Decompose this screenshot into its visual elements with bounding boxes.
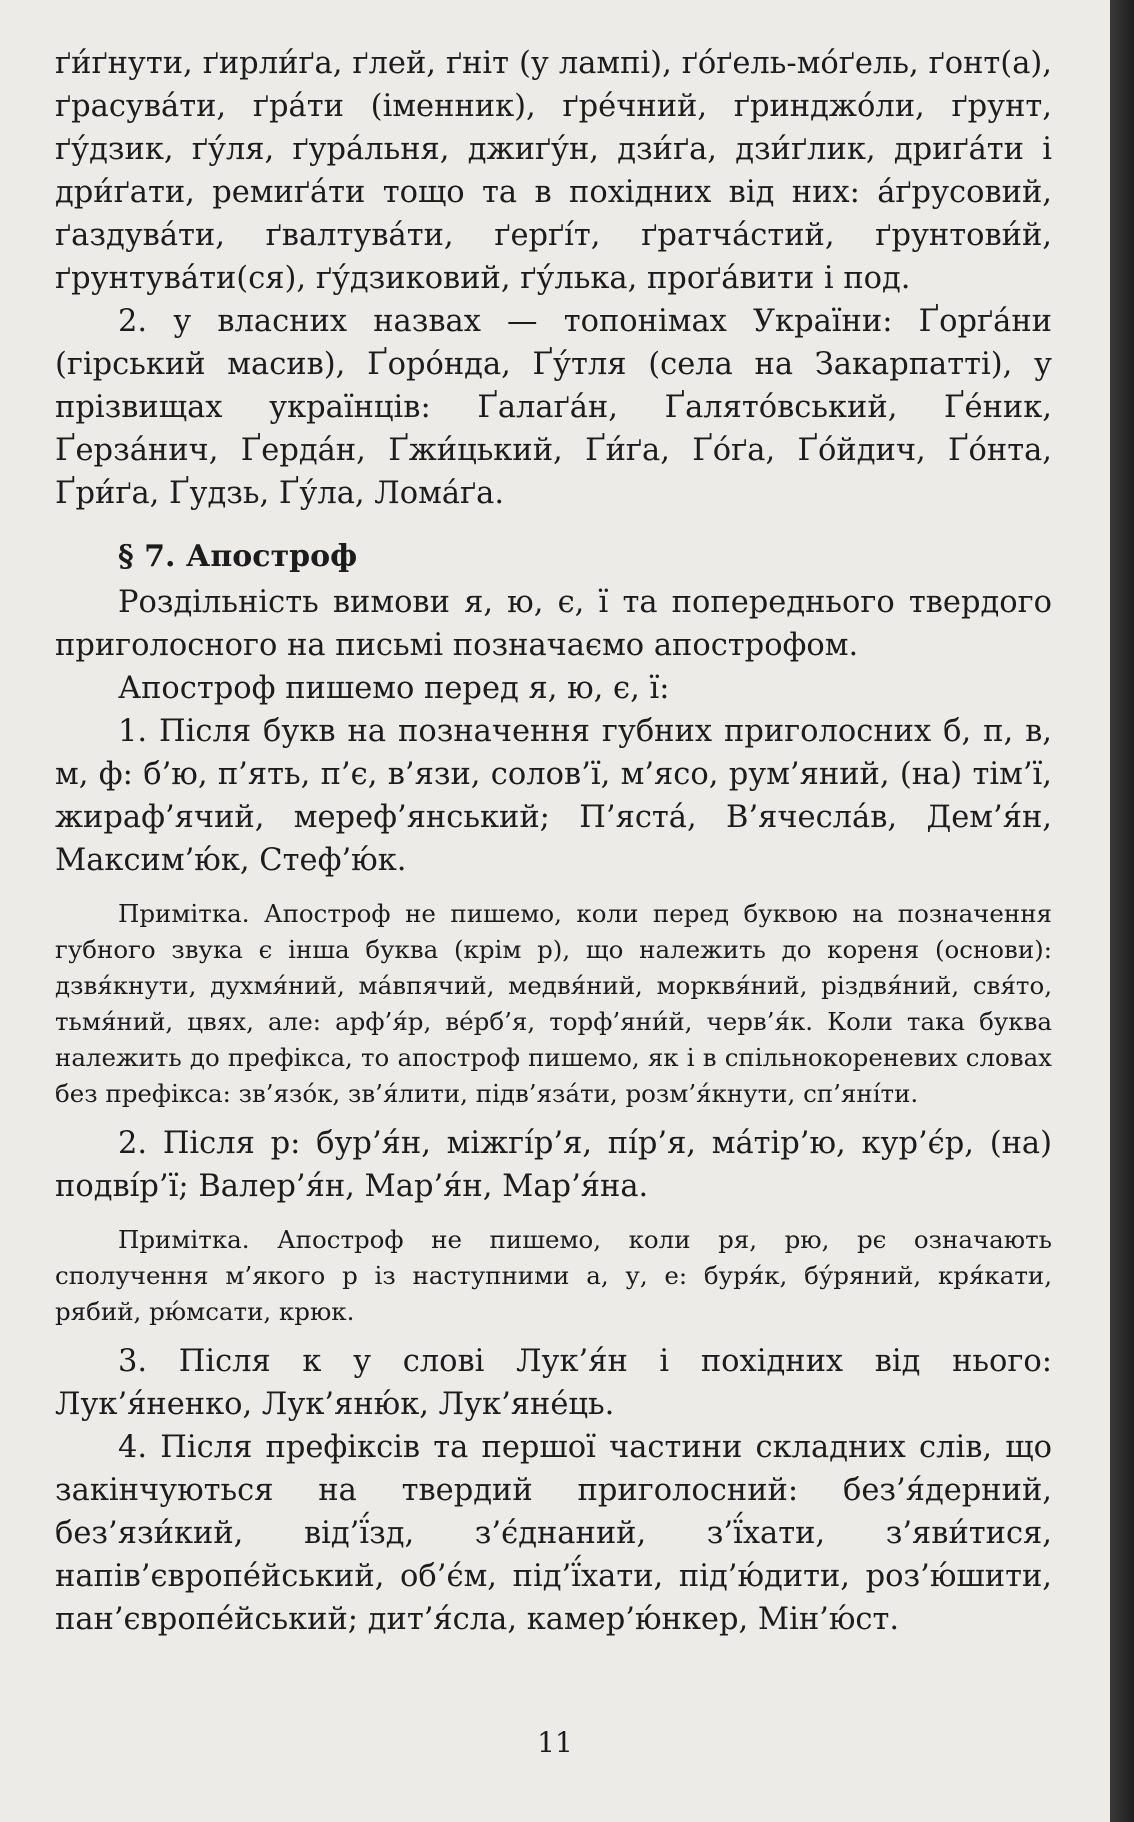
paragraph-apostrophe-intro: Апостроф пишемо перед я, ю, є, ї: — [118, 671, 670, 706]
rule-3-k: 3. Після к у слові Лук’я́н і похідних від нього: Лук’я́ненко, Лук’яню́к, Лук’яне́ць. — [55, 1344, 1052, 1422]
main-text — [55, 42, 1052, 1641]
note-labials: Примітка. Апостроф не пишемо, коли перед буквою на позначення губного звука є інша буква (крім р), що належить до кореня (основи): дзвя́кнути, духмя́ний, ма́впячий, медвя́ний, морквя́ний, різдвя́ний, свя́то, тьмя́ний, цвях, але: арф’я́р, ве́рб’я, торф’яни́й, черв’я́к. Коли така буква належить до префікса, то апостроф пишемо, як і в спільнокореневих словах без префікса: зв’язо́к, зв’я́лити, підв’яза́ти, розм’я́кнути, сп’яні́ти. — [55, 899, 1052, 1108]
page-number: 11 — [537, 1726, 573, 1759]
section-title: § 7. Апостроф — [118, 539, 358, 574]
rule-1-labials: 1. Після букв на позначення губних приголосних б, п, в, м, ф: б’ю, п’ять, п’є, в’язи, солов’ї, м’ясо, рум’яний, (на) тім’ї, жираф’ячий, мереф’янський; П’ястá, В’ячесла́в, Дем’я́н, Максим’ю́к, Стеф’ю́к. — [55, 714, 1052, 878]
paragraph-continued: ґи́ґнути, ґирли́ґа, ґлей, ґніт (у лампі), ґо́ґель-мо́ґель, ґонт(а), ґрасува́ти, ґра́ти (іменник), ґре́чний, ґринджо́ли, ґрунт, ґу́дзик, ґу́ля, ґура́льня, джиґу́н, дзи́ґа, дзи́ґлик, дриґа́ти і дри́ґати, ремиґа́ти тощо та в похідних від них: а́ґрусовий, ґаздува́ти, ґвалтува́ти, ґерґі́т, ґратча́стий, ґрунтови́й, ґрунтува́ти(ся), ґу́дзиковий, ґу́лька, проґа́вити і под. — [55, 46, 1052, 296]
book-spine-shadow — [1110, 0, 1134, 1822]
rule-2-r: 2. Після р: бур’я́н, міжгі́р’я, пі́р’я, ма́тір’ю, кур’є́р, (на) подві́р’ї; Валер’я́н, Мар’я́н, Мар’я́на. — [55, 1126, 1052, 1204]
note-r: Примітка. Апостроф не пишемо, коли ря, рю, рє означають сполучення м’якого р із наступними а, у, е: буря́к, бу́ряний, кря́кати, рябий, рю́мсати, крюк. — [55, 1225, 1052, 1326]
rule-4-prefixes: 4. Після префіксів та першої частини складних слів, що закінчуються на твердий приголосний: без’я́дерний, без’язи́кий, від’ї́зд, з’є́днаний, з’ї́хати, з’яви́тися, напів’європе́йський, об’є́м, під’ї́хати, під’ю́дити, роз’ю́шити, пан’європе́йський; дит’я́сла, камер’ю́нкер, Мін’ю́ст. — [55, 1430, 1052, 1637]
paragraph-apostrophe-definition: Роздільність вимови я, ю, є, ї та попереднього твердого приголосного на письмі позначаємо апострофом. — [55, 585, 1052, 663]
paragraph-proper-names: 2. у власних назвах — топонімах України: Ґорґа́ни (гірський масив), Ґоро́нда, Ґу́тля (села на Закарпатті), у прізвищах українців: Ґалаґа́н, Ґалято́вський, Ґе́ник, Ґерза́нич, Ґерда́н, Ґжи́цький, Ґи́ґа, Ґо́ґа, Ґо́йдич, Ґо́нта, Ґри́ґа, Ґудзь, Ґу́ла, Лома́ґа. — [55, 304, 1052, 511]
